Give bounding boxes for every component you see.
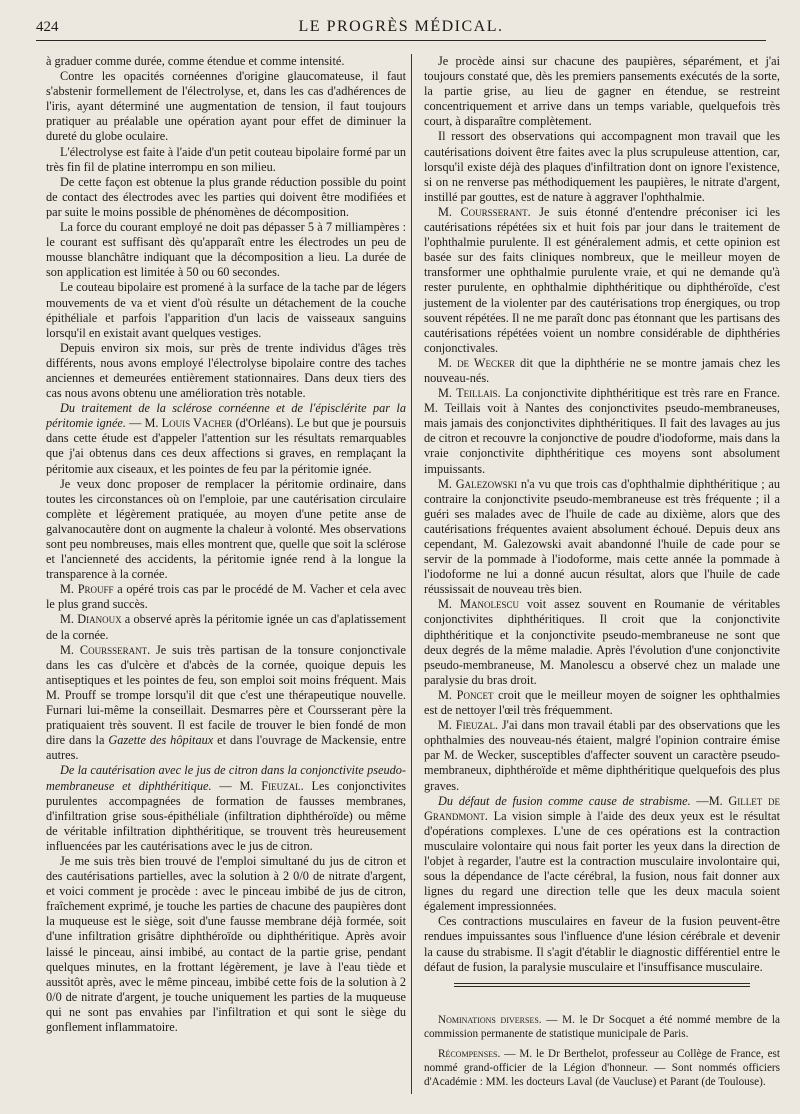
- paragraph-poncet: [424, 688, 780, 718]
- news-nominations: [424, 1013, 780, 1041]
- speaker-name: M. Dianoux: [60, 612, 122, 627]
- paragraph-body: Je suis étonné d'entendre préconiser ici les cautérisations répétées six et huit fois par jour dans le traitement de l'ophthalmie purulente. Il est généralement admis, et cette opinion est basée sur des faits cliniques nombreux, que le meilleur moyen de transformer une ophthalmie purulente vraie, et qui ne demande qu'à rester purulente, en ophthalmie diphthéritique ou diphthéroïde, c'est justement de la violenter par des cautérisations trop énergiques, ou trop souvent répétées. Il ne me paraît donc pas étonnant que les partisans des cautérisations répétées voient un nombre considérable de diphthéries conjonctivales.: [424, 204, 781, 355]
- news-heading: Nominations diverses.: [438, 1013, 542, 1026]
- news-recompenses: [424, 1047, 780, 1089]
- section-title: De la cautérisation avec le jus de citron dans la conjonctivite pseudo-membraneuse et diphthéritique.: [46, 763, 406, 793]
- journal-title: Gazette des hôpitaux: [108, 733, 214, 748]
- running-title: LE PROGRÈS MÉDICAL.: [298, 18, 504, 35]
- section-body: La vision simple à l'aide des deux yeux est le résultat d'opérations complexes. L'une de ces opérations est la contraction musculaire volontaire qui nous fait porter les yeux dans la direction de l'objet à regarder, l'autre est la contraction musculaire involontaire qui, sous la dépendance de l'acte cérébral, la fusion, nous fait donner aux lignes du regard une direction telle que les deux macula soient également impressionnées.: [424, 808, 780, 914]
- paragraph-body: croit que le meilleur moyen de soigner les ophthalmies est de nettoyer l'œil très fréquemment.: [424, 687, 781, 718]
- paragraph-body: dit que la diphthérie ne se montre jamais chez les nouveau-nés.: [424, 355, 780, 385]
- speaker-name: —M. Gillet de Grandmont.: [424, 793, 780, 823]
- paragraph: Ces contractions musculaires en faveur de la fusion peuvent-être rendues impuissantes sous l'influence d'une lésion cérébrale et devenir la cause du strabisme. Il s'agit d'établir le diagnostic différentiel entre le défaut de fusion, la paralysie musculaire et l'insuffisance musculaire.: [424, 914, 780, 974]
- paragraph: Je procède ainsi sur chacune des paupières, séparément, et j'ai toujours constaté que, dès les premiers pansements exécutés de la sorte, la partie grise, au lieu de gagner en étendue, se restreint concentriquement et arrive dans un temps variable, quelquefois très court, à disparaître complètement.: [424, 54, 780, 129]
- paragraph-coursserant: [424, 205, 780, 356]
- page-number: 424: [36, 19, 59, 35]
- paragraph-body: a observé après la péritomie ignée un cas d'aplatissement de la cornée.: [46, 612, 406, 642]
- paragraph-body: Je suis très partisan de la tonsure conjonctivale dans les cas d'ulcère et d'abcès de la cornée, quoique depuis les antiseptiques et les pointes de feu, son emploi soit moins fréquent. Mais M. Prouff se trompe lorsqu'il dit que c'est une thérapeutique nouvelle. Furnari lui-même la conseillait. Desmarres père et Coursserant père la pratiquaient très souvent. Il est facile de trouver le bien fondé de mon dire dans la: [46, 642, 406, 748]
- left-column: [46, 54, 406, 1035]
- speaker-name: M. Fieuzal.: [438, 718, 499, 733]
- speaker-name: M. Teillais.: [438, 386, 501, 401]
- speaker-name: — M. Fieuzal.: [219, 778, 304, 793]
- paragraph-body: a opéré trois cas par le procédé de M. Vacher et cela avec le plus grand succès.: [46, 582, 406, 612]
- paragraph: De cette façon est obtenue la plus grande réduction possible du point de contact des électrodes avec les parties qui doivent être modifiées et par suite le moins possible de phénomènes de décomposition.: [46, 174, 406, 219]
- speaker-name: M. de Wecker: [438, 355, 515, 370]
- paragraph-body: n'a vu que trois cas d'ophthalmie diphthéritique ; au contraire la conjonctivite pseudo-membraneuse est très fréquente ; il a guéri ses malades avec de l'huile de cade au dixième, alors que des cautérisations fréquentes avaient absolument échoué. Depuis deux ans cependant, M. Galezowski avait abandonné l'huile de cade pour se servir de la pommade à l'iodoforme, mais cette année la pommade à l'iodoforme ne lui a donné aucun résultat, alors que l'huile de cade réussissait de nouveau très bien.: [424, 476, 780, 597]
- paragraph-manolescu: [424, 597, 780, 688]
- news-body: — M. le Dr Berthelot, professeur au Collège de France, est nommé grand-officier de la Légion d'honneur. — Sont nommés officiers d'Académie : MM. les docteurs Laval (de Vaucluse) et Parant (de Toulouse).: [424, 1047, 780, 1088]
- speaker-name: M. Louis Vacher: [144, 416, 233, 431]
- paragraph: à graduer comme durée, comme étendue et comme intensité.: [46, 54, 345, 68]
- speaker-name: M. Coursserant.: [438, 204, 531, 219]
- paragraph: Je me suis très bien trouvé de l'emploi simultané du jus de citron et des cautérisations partielles, avec la solution à 2 0/0 de nitrate d'argent, et voici comment je procède : avec le pinceau imbibé de jus de citron, fraîchement exprimé, je touche les parties de chacune des paupières dont la muqueuse est le siège, soit d'une fausse membrane déjà formée, soit d'une infiltration grisâtre diphthéroïde ou diphthéritique. Après avoir laissé le pinceau, ainsi imbibé, au contact de la partie grise, pendant quelques minutes, en la frottant légèrement, je lave à l'eau tiède et aussitôt après, avec le même pinceau, imbibé cette fois de la solution à 2 0/0 de nitrate d'argent, je touche uniquement les parties de la muqueuse qui ne sont pas envahies par l'infiltration et qui sont le siège du gonflement inflammatoire.: [46, 853, 406, 1034]
- paragraph: L'électrolyse est faite à l'aide d'un petit couteau bipolaire formé par un très fin fil de platine interrompu en son milieu.: [46, 144, 406, 174]
- news-heading: Récompenses.: [438, 1047, 501, 1060]
- speaker-name: M. Poncet: [438, 687, 494, 702]
- paragraph-teillais: [424, 386, 780, 477]
- paragraph-galezowski: [424, 477, 780, 598]
- column-divider: [411, 54, 412, 1094]
- paragraph-dianoux: [46, 612, 406, 642]
- paragraph-body: J'ai dans mon travail établi par des observations que les ophthalmies des nouveau-nés étaient, malgré l'opinion contraire émise par M. de Wecker, susceptibles d'affecter souvent un caractère pseudo-membraneux, diphthéroïde et même diphthéritique quelquefois des plus graves.: [424, 718, 781, 793]
- paragraph: Je veux donc proposer de remplacer la péritomie ordinaire, dans toutes les circonstances où on l'emploie, par une cautérisation circulaire complète et légèrement pratiquée, au moyen d'une petite anse de galvanocautère dont on augmente la chaleur à volonté. Mes observations sont peu nombreuses, mais elles montrent que, quelle que soit la sclérose et l'ancienneté des accidents, la péritomie ignée rend à la longue la transparence à la cornée.: [46, 476, 406, 582]
- paragraph-body: et dans l'ouvrage de Mackensie, entre autres.: [46, 733, 406, 763]
- section-vacher: Du traitement de la sclérose cornéenne et de l'épisclérite par la péritomie ignée. — M. Louis Vacher (d'Orléans). Le but que je poursuis dans cette étude est d'appeler l'attention sur les résultats remarquables que j'ai obtenus dans ces deux affections si graves, en remplaçant la péritomie aux ciseaux, et les pointes de feu par la péritomie ignée.: [46, 401, 406, 476]
- section-title: Du traitement de la sclérose cornéenne et de l'épisclérite par la péritomie ignée.: [46, 401, 406, 431]
- paragraph-fieuzal: [424, 718, 780, 793]
- section-separator: [454, 983, 750, 987]
- section-fieuzal: [46, 763, 406, 854]
- news-body: — M. le Dr Socquet a été nommé membre de la commission permanente de statistique municipale de Paris.: [424, 1013, 781, 1040]
- right-column: [424, 54, 780, 1089]
- paragraph: Depuis environ six mois, sur près de trente individus d'âges très différents, nous avons employé l'électrolyse bipolaire contre des taches anciennes et demeurées entièrement stationnaires. Dans deux tiers des cas nous avons obtenu une amélioration très notable.: [46, 340, 406, 401]
- paragraph: La force du courant employé ne doit pas dépasser 5 à 7 milliampères : le courant est suffisant dès qu'apparaît entre les électrodes un peu de mousse blanchâtre indiquant que la décomposition a lieu. La durée de son application est limitée à 50 ou 60 secondes.: [46, 220, 406, 280]
- paragraph-body: La conjonctivite diphthéritique est très rare en France. M. Teillais voit à Nantes des conjonctivites pseudo-membraneuses, mais jamais des conjonctivites diphthéritiques. Il fait des lavages au jus de citron et recouvre la conjonctive de poudre d'iodoforme, mais dans la vraie conjonctivite diphthéritique ces moyens sont absolument impuissants.: [424, 386, 780, 476]
- speaker-name: M. Galezowski: [438, 476, 518, 491]
- section-body: (d'Orléans). Le but que je poursuis dans cette étude est d'appeler l'attention sur les résultats remarquables que j'ai obtenus dans ces deux affections si graves, en remplaçant la péritomie aux ciseaux, et les pointes de feu par la péritomie ignée.: [46, 416, 406, 476]
- page-header: [36, 18, 766, 41]
- paragraph: Contre les opacités cornéennes d'origine glaucomateuse, il faut s'abstenir formellement de l'électrolyse, et, dans les cas d'adhérences de l'iris, ayant déterminé une augmentation de tension, il faut toujours pratiquer au préalable une opération ayant pour effet de diminuer la dureté du globe oculaire.: [46, 69, 406, 144]
- speaker-name: M. Coursserant.: [60, 642, 151, 657]
- speaker-name: M. Prouff: [60, 582, 114, 597]
- paragraph-body: voit assez souvent en Roumanie de véritables conjonctivites diphthéritiques. Il croit que la conjonctivite diphthéritique et la conjonctivite pseudo-membraneuse ne sont que deux degrés de la même maladie. Après l'évolution d'une conjonctivite pseudo-membraneuse, M. Manolescu a observé chez un malade une paralysie du bras droit.: [424, 597, 780, 687]
- section-body: Les conjonctivites purulentes accompagnées de formation de fausses membranes, d'infiltration grise sous-épithéliale (infiltration diphthéroïde) ou même de véritable infiltration diphthéritique, se trouvent très heureusement influencées par les cautérisations avec le jus de citron.: [46, 778, 407, 853]
- speaker-name: M. Manolescu: [438, 597, 519, 612]
- news-briefs: [424, 1013, 780, 1089]
- paragraph: Le couteau bipolaire est promené à la surface de la tache par de légers mouvements de va et vient d'où résulte un détachement de la couche épithéliale et parfois l'apparition d'un lacis de vaisseaux sanguins lorsqu'il en existait avant quelques vestiges.: [46, 280, 406, 340]
- section-gillet: [424, 794, 780, 915]
- section-title: Du défaut de fusion comme cause de strabisme.: [438, 793, 691, 808]
- paragraph-prouff: [46, 582, 406, 612]
- paragraph-wecker: [424, 356, 780, 386]
- paragraph-coursserant: [46, 643, 406, 764]
- paragraph: Il ressort des observations qui accompagnent mon travail que les cautérisations doivent être faites avec la plus scrupuleuse attention, car, lorsqu'il existe déjà des plaques d'infiltration dont on ignore l'existence, si on ne renverse pas méthodiquement les paupières, le nitrate d'argent, instillé par gouttes, est de nature à aggraver l'ophthalmie.: [424, 129, 780, 204]
